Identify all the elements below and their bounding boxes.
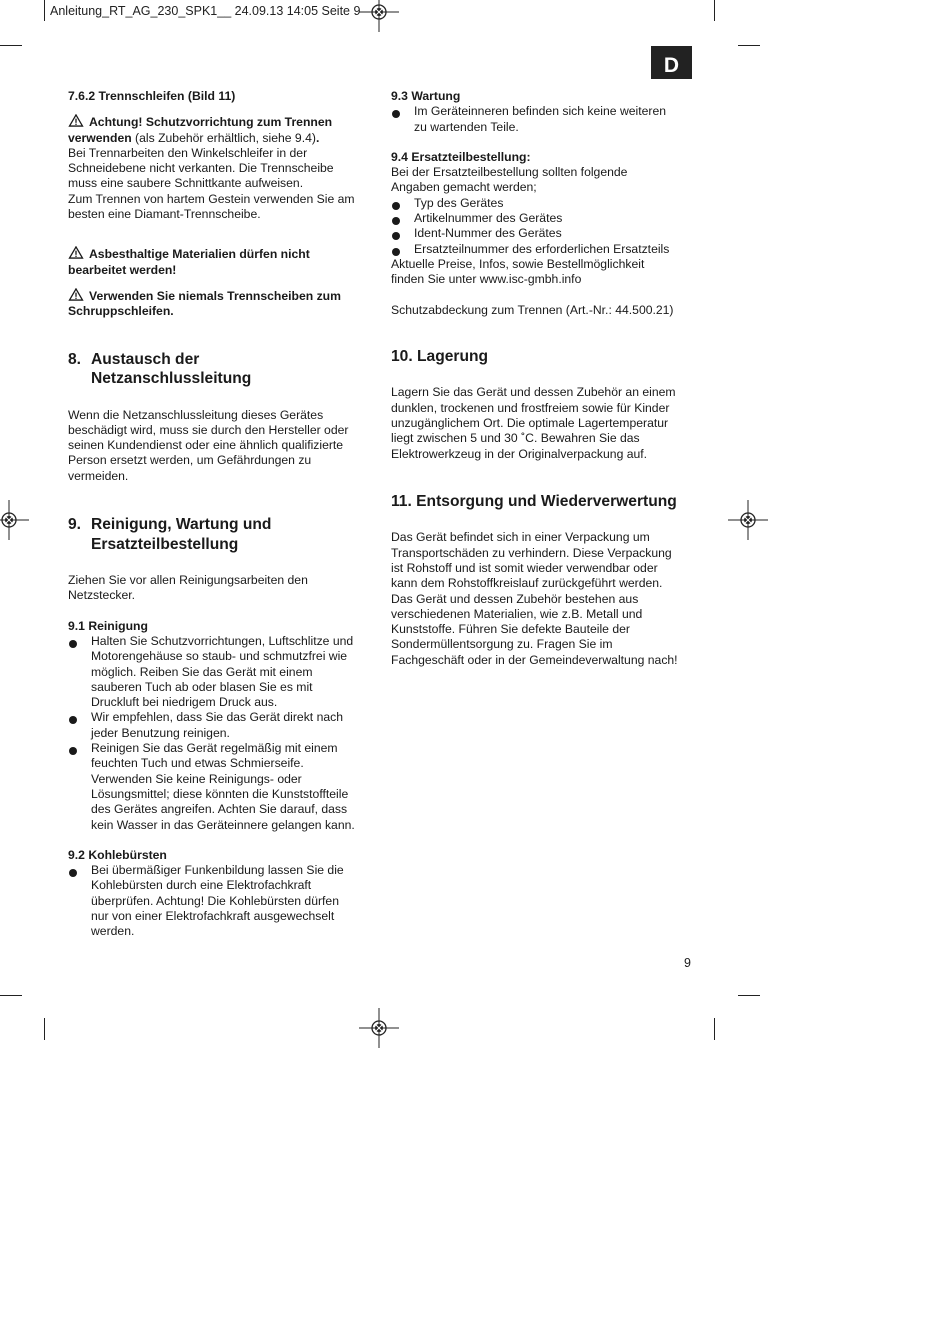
body-line: Ziehen Sie vor allen Reinigungsarbeiten den bbox=[68, 573, 308, 588]
warning-text: Achtung! Schutzvorrichtung zum Trennen bbox=[89, 115, 333, 130]
section-7-6-2-title: 7.6.2 Trennschleifen (Bild 11) bbox=[68, 89, 236, 103]
crop-mark bbox=[44, 0, 45, 21]
registration-mark-icon bbox=[0, 500, 29, 540]
body-line: Zum Trennen von hartem Gestein verwenden Sie am bbox=[68, 191, 355, 206]
body-line: feuchten Tuch und etwas Schmierseife. bbox=[91, 756, 304, 771]
section-9-1-title: 9.1 Reinigung bbox=[68, 618, 148, 633]
body-line: Fachgeschäft oder in der Gemeindeverwaltung nach! bbox=[391, 652, 678, 667]
body-line: Kohlebürsten durch eine Elektrofachkraft bbox=[91, 878, 312, 893]
section-10-heading: 10. Lagerung bbox=[391, 347, 489, 365]
body-line: Kunststoffe. Führen Sie defekte Bauteile der bbox=[391, 622, 630, 637]
crop-mark bbox=[714, 0, 715, 21]
warning-text: Schruppschleifen. bbox=[68, 304, 174, 319]
body-line: Netzstecker. bbox=[68, 588, 136, 603]
body-line: Verwenden Sie keine Reinigungs- oder bbox=[91, 771, 302, 786]
body-line: Motorengehäuse so staub- und schmutzfrei wie bbox=[91, 649, 348, 664]
language-tab: D bbox=[651, 46, 692, 79]
section-8-heading bbox=[68, 350, 378, 389]
body-line: Wenn die Netzanschlussleitung dieses Gerätes bbox=[68, 407, 324, 422]
body-line: seinen Kundendienst oder eine ähnlich qualifizierte bbox=[68, 438, 344, 453]
body-line: kein Wasser in das Geräteinnere gelangen kann. bbox=[91, 817, 355, 832]
body-line: kann dem Rohstoffkreislauf zurückgeführt werden. bbox=[391, 576, 663, 591]
body-line: Person ersetzt werden, um Gefährdungen zu bbox=[68, 453, 312, 468]
warning-text: verwenden bbox=[68, 130, 132, 145]
warning-cutting-guard bbox=[68, 114, 378, 130]
body-line: Typ des Gerätes bbox=[414, 195, 504, 210]
registration-mark-icon bbox=[359, 1008, 399, 1048]
crop-mark bbox=[0, 995, 22, 996]
cover-article-number: Schutzabdeckung zum Trennen (Art.-Nr.: 44.500.21) bbox=[391, 302, 674, 317]
body-line: finden Sie unter www.isc-gmbh.info bbox=[391, 272, 582, 287]
body-line: Halten Sie Schutzvorrichtungen, Luftschlitze und bbox=[91, 633, 354, 648]
section-9-4-title: 9.4 Ersatzteilbestellung: bbox=[391, 149, 531, 164]
body-line: möglich. Reiben Sie das Gerät mit einem bbox=[91, 664, 313, 679]
crop-mark bbox=[44, 1018, 45, 1040]
section-11-heading: 11. Entsorgung und Wiederverwertung bbox=[391, 492, 677, 510]
body-line: unzugänglichem Ort. Die optimale Lagertemperatur bbox=[391, 415, 669, 430]
body-line: Schneidebene nicht verkanten. Die Trennscheibe bbox=[68, 161, 334, 176]
body-line: nur von einer Elektrofachkraft ausgewechselt bbox=[91, 908, 335, 923]
body-line: vermeiden. bbox=[68, 468, 129, 483]
heading-line: Netzanschlussleitung bbox=[91, 370, 252, 388]
heading-line: Austausch der bbox=[91, 350, 200, 368]
body-line: Das Gerät befindet sich in einer Verpackung um bbox=[391, 530, 650, 545]
body-line: liegt zwischen 5 und 30 ˚C. Bewahren Sie das bbox=[391, 431, 640, 446]
body-line: zu wartenden Teile. bbox=[414, 119, 519, 134]
body-line: Transportschäden zu verhindern. Diese Verpackung bbox=[391, 545, 672, 560]
body-line: werden. bbox=[91, 924, 135, 939]
body-line: Lagern Sie das Gerät und dessen Zubehör an einem bbox=[391, 385, 676, 400]
body-line: Druckluft bei niedrigem Druck aus. bbox=[91, 695, 278, 710]
section-9-heading bbox=[68, 515, 378, 554]
list-item bbox=[68, 863, 378, 939]
body-line: beschädigt wird, muss sie durch den Hersteller oder bbox=[68, 422, 349, 437]
accessory-note: (als Zubehör erhältlich, siehe 9.4) bbox=[131, 130, 316, 145]
warning-text: bearbeitet werden! bbox=[68, 262, 177, 277]
crop-mark bbox=[0, 45, 22, 46]
body-line: Angaben gemacht werden; bbox=[391, 180, 537, 195]
crop-mark bbox=[738, 995, 760, 996]
warning-text: Asbesthaltige Materialien dürfen nicht bbox=[89, 247, 310, 262]
body-line: besten eine Diamant-Trennscheibe. bbox=[68, 207, 261, 222]
list-item bbox=[391, 226, 701, 241]
body-line: überprüfen. Achtung! Die Kohlebürsten dürfen bbox=[91, 893, 339, 908]
body-line: des Gerätes angreifen. Achten Sie darauf, dass bbox=[91, 802, 348, 817]
warning-text: Verwenden Sie niemals Trennscheiben zum bbox=[89, 288, 341, 303]
right-column bbox=[391, 89, 701, 668]
warning-triangle-icon bbox=[68, 246, 84, 259]
punctuation: . bbox=[315, 130, 320, 145]
body-line: jeder Benutzung reinigen. bbox=[91, 725, 230, 740]
warning-triangle-icon bbox=[68, 288, 84, 301]
body-line: Bei übermäßiger Funkenbildung lassen Sie die bbox=[91, 863, 344, 878]
heading-line: Reinigung, Wartung und bbox=[91, 516, 272, 534]
body-line: Ersatzteilnummer des erforderlichen Ersatzteils bbox=[414, 241, 670, 256]
crop-mark bbox=[738, 45, 760, 46]
list-item bbox=[391, 242, 701, 257]
page-number: 9 bbox=[684, 956, 691, 970]
list-item bbox=[391, 211, 701, 226]
list-item bbox=[391, 196, 701, 211]
body-line: muss eine saubere Schnittkante aufweisen. bbox=[68, 176, 304, 191]
registration-mark-icon bbox=[728, 500, 768, 540]
section-9-3-title: 9.3 Wartung bbox=[391, 89, 461, 103]
body-line: Das Gerät und dessen Zubehör bestehen aus bbox=[391, 591, 639, 606]
list-item bbox=[68, 634, 378, 710]
warning-roughing bbox=[68, 288, 378, 304]
body-line: sauberen Tuch ab oder blasen Sie es mit bbox=[91, 679, 313, 694]
body-line: Sondermüllentsorgung zu. Fragen Sie im bbox=[391, 637, 613, 652]
left-column bbox=[68, 89, 378, 940]
section-number: 8. bbox=[68, 350, 82, 368]
body-line: Bei der Ersatzteilbestellung sollten folgende bbox=[391, 165, 628, 180]
section-11-body bbox=[391, 530, 701, 668]
list-item bbox=[68, 710, 378, 741]
body-line: Wir empfehlen, dass Sie das Gerät direkt nach bbox=[91, 710, 343, 725]
warning-asbestos bbox=[68, 246, 378, 262]
body-line: Lösungsmittel; diese könnten die Kunststoffteile bbox=[91, 786, 349, 801]
body-line: Elektrowerkzeug in der Originalverpackung auf. bbox=[391, 446, 648, 461]
body-line: Artikelnummer des Gerätes bbox=[414, 211, 563, 226]
body-line: Im Geräteinneren befinden sich keine weiteren bbox=[414, 104, 667, 119]
section-number: 9. bbox=[68, 516, 82, 534]
section-9-2-title: 9.2 Kohlebürsten bbox=[68, 847, 167, 862]
list-item bbox=[391, 104, 701, 135]
section-10-body bbox=[391, 385, 701, 461]
print-header: Anleitung_RT_AG_230_SPK1__ 24.09.13 14:05 Seite 9 bbox=[50, 4, 361, 18]
list-item bbox=[68, 741, 378, 833]
body-line: dunklen, trockenen und frostfreiem sowie für Kinder bbox=[391, 400, 670, 415]
body-line: ist Rohstoff und ist somit wieder verwendbar oder bbox=[391, 560, 658, 575]
body-line: Reinigen Sie das Gerät regelmäßig mit einem bbox=[91, 741, 338, 756]
section-8-body bbox=[68, 408, 378, 484]
body-line: Ident-Nummer des Gerätes bbox=[414, 226, 562, 241]
body-line: verschiedenen Materialien, wie z.B. Metall und bbox=[391, 606, 643, 621]
warning-continuation bbox=[68, 131, 378, 146]
section-9-intro bbox=[68, 573, 378, 604]
body-line: Bei Trennarbeiten den Winkelschleifer in der bbox=[68, 145, 308, 160]
warning-triangle-icon bbox=[68, 114, 84, 127]
body-line: Aktuelle Preise, Infos, sowie Bestellmöglichkeit bbox=[391, 256, 645, 271]
registration-mark-icon bbox=[359, 0, 399, 32]
heading-line: Ersatzteilbestellung bbox=[91, 535, 239, 553]
crop-mark bbox=[714, 1018, 715, 1040]
